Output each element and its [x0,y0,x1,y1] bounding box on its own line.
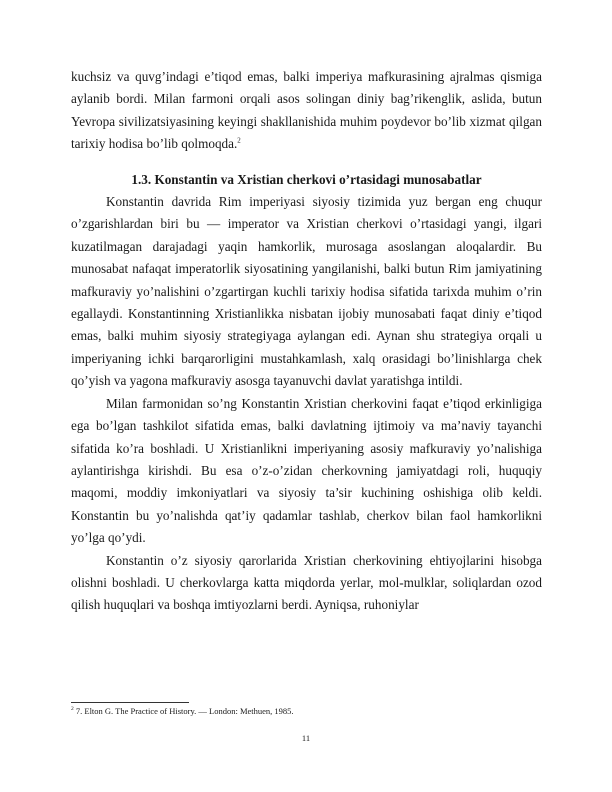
footnote-reference[interactable]: 2 [237,136,241,145]
footnote-divider [71,702,189,703]
paragraph-constantine-church: Konstantin davrida Rim imperiyasi siyosiy tizimida yuz bergan eng chuqur o’zgarishlardan biri bu — imperator va Xristian cherkovi o’rtasidagi yangi, ilgari kuzatilmagan darajadagi yaqin hamkorlik, murosaga asoslangan aloqalardir. Bu munosabat nafaqat imperatorlik siyosatining yangilanishi, balki butun Rim jamiyatining mafkuraviy yo’nalishini o’zgartirgan kuchli tarixiy hodisa sifatida tarixda muhim o’rin egallaydi. Konstantinning Xristianlikka nisbatan ijobiy munosabati faqat diniy e’tiqod emas, balki muhim siyosiy strategiyaga aylangan edi. Aynan shu strategiya orqali u imperiyaning ichki barqarorligini mustahkamlash, xalq orasidagi bo’linishlarga chek qo’yish va yagona mafkuraviy asosga tayanuvchi davlat yaratishga intildi. [71,194,542,389]
footnote-number: 2 [71,706,74,713]
paragraph-continued [71,66,542,156]
paragraph-text: kuchsiz va quvg’indagi e’tiqod emas, balki imperiya mafkurasining ajralmas qismiga aylanib bordi. Milan farmoni orqali asos solingan diniy bag’rikenglik, aslida, butun Yevropa sivilizatsiyasining keyingi shakllanishida muhim poydevor bo’lib xizmat qilgan tarixiy hodisa bo’lib qolmoqda. [71,69,542,152]
footnote [71,706,542,717]
section-heading: 1.3. Konstantin va Xristian cherkovi o’rtasidagi munosabatlar [131,171,482,187]
paragraph-milan-edict: Milan farmonidan so’ng Konstantin Xristian cherkovini faqat e’tiqod erkinligiga ega bo’lgan tashkilot sifatida emas, balki davlatning ijtimoiy va ma’naviy tayanchi sifatida ko’ra boshladi. U Xristianlikni imperiyaning asosiy mafkuraviy yo’nalishiga aylantirishga kirishdi. Bu esa o’z-o’zidan cherkovning jamiyatdagi roli, huquqiy maqomi, moddiy imkoniyatlari va siyosiy ta’sir kuchining oshishiga olib keldi. Konstantin bu yo’nalishda qat’iy qadamlar tashlab, cherkov bilan faol hamkorlikni yo’lga qo’ydi. [71,395,542,546]
body-text [71,66,542,617]
paragraph-privileges: Konstantin o’z siyosiy qarorlarida Xristian cherkovining ehtiyojlarini hisobga olishni boshladi. U cherkovlarga katta miqdorda yerlar, mol-mulklar, soliqlardan ozod qilish huquqlari va boshqa imtiyozlarni berdi. Ayniqsa, ruhoniylar [71,552,542,613]
page-number: 11 [301,733,311,743]
footnote-text: 7. Elton G. The Practice of History. — London: Methuen, 1985. [73,706,294,716]
